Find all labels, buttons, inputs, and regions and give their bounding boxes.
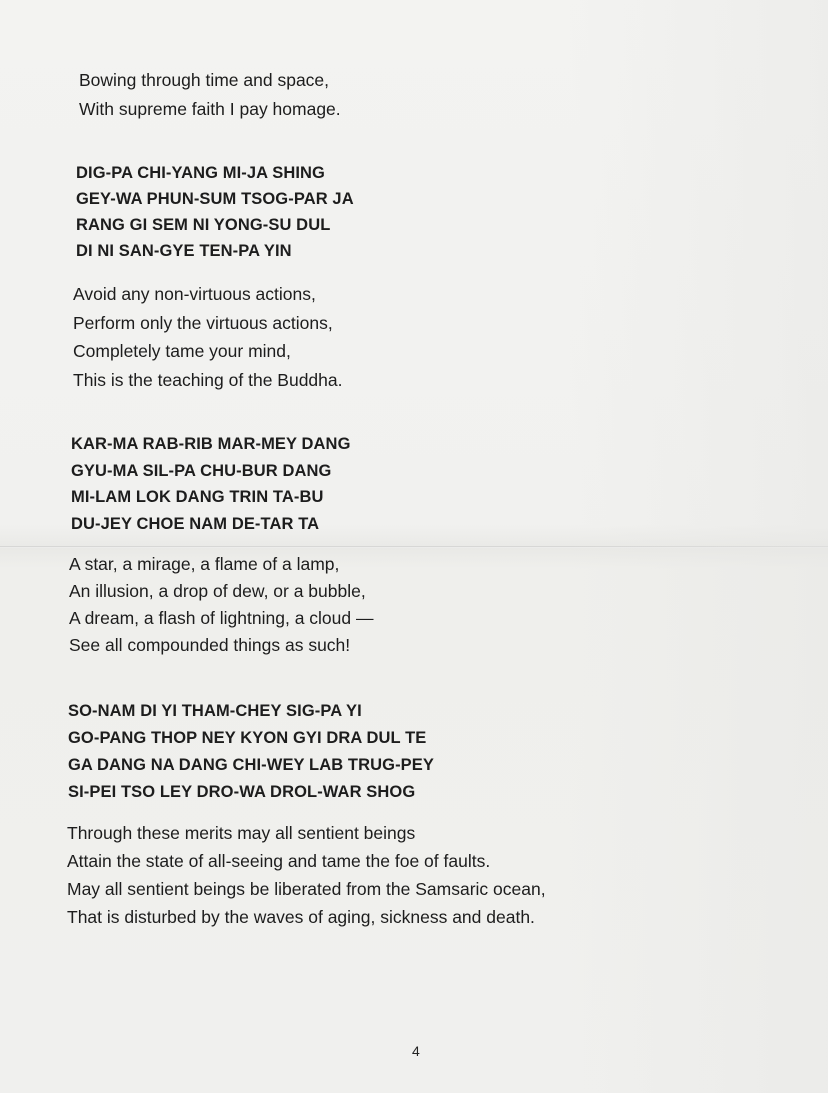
verse-line: With supreme faith I pay homage. xyxy=(79,99,341,119)
verse-line: GO-PANG THOP NEY KYON GYI DRA DUL TE xyxy=(68,729,427,747)
verse-line: KAR-MA RAB-RIB MAR-MEY DANG xyxy=(71,435,351,453)
verse-line: May all sentient beings be liberated from the Samsaric ocean, xyxy=(67,879,546,899)
verse-english-1 xyxy=(73,280,342,394)
verse-transliteration-2 xyxy=(71,431,351,537)
verse-line: SO-NAM DI YI THAM-CHEY SIG-PA YI xyxy=(68,702,362,720)
paper-fold-crease xyxy=(0,546,828,548)
verse-line: GYU-MA SIL-PA CHU-BUR DANG xyxy=(71,461,332,480)
verse-line: An illusion, a drop of dew, or a bubble, xyxy=(69,581,366,601)
verse-line: A dream, a flash of lightning, a cloud — xyxy=(69,608,374,628)
verse-english-homage xyxy=(79,66,341,124)
verse-line: That is disturbed by the waves of aging, sickness and death. xyxy=(67,907,535,927)
verse-line: DI NI SAN-GYE TEN-PA YIN xyxy=(76,242,292,260)
verse-line: DU-JEY CHOE NAM DE-TAR TA xyxy=(71,514,320,533)
verse-english-3 xyxy=(67,819,546,931)
verse-transliteration-3 xyxy=(68,698,434,806)
verse-line: DIG-PA CHI-YANG MI-JA SHING xyxy=(76,164,325,182)
verse-transliteration-1 xyxy=(76,160,354,264)
verse-line: RANG GI SEM NI YONG-SU DUL xyxy=(76,216,331,234)
verse-line: GEY-WA PHUN-SUM TSOG-PAR JA xyxy=(76,190,354,208)
verse-line: See all compounded things as such! xyxy=(69,635,351,655)
verse-english-2 xyxy=(69,551,373,659)
verse-line: Completely tame your mind, xyxy=(73,341,291,361)
verse-line: SI-PEI TSO LEY DRO-WA DROL-WAR SHOG xyxy=(68,783,416,801)
verse-line: A star, a mirage, a flame of a lamp, xyxy=(69,554,340,574)
verse-line: Through these merits may all sentient beings xyxy=(67,823,416,843)
verse-line: This is the teaching of the Buddha. xyxy=(73,369,343,390)
verse-line: MI-LAM LOK DANG TRIN TA-BU xyxy=(71,488,324,506)
verse-line: Bowing through time and space, xyxy=(79,70,330,90)
verse-line: Perform only the virtuous actions, xyxy=(73,312,333,333)
verse-line: Attain the state of all-seeing and tame the foe of faults. xyxy=(67,851,491,871)
page-number: 4 xyxy=(412,1043,420,1059)
verse-line: Avoid any non-virtuous actions, xyxy=(73,284,316,304)
verse-line: GA DANG NA DANG CHI-WEY LAB TRUG-PEY xyxy=(68,756,434,774)
